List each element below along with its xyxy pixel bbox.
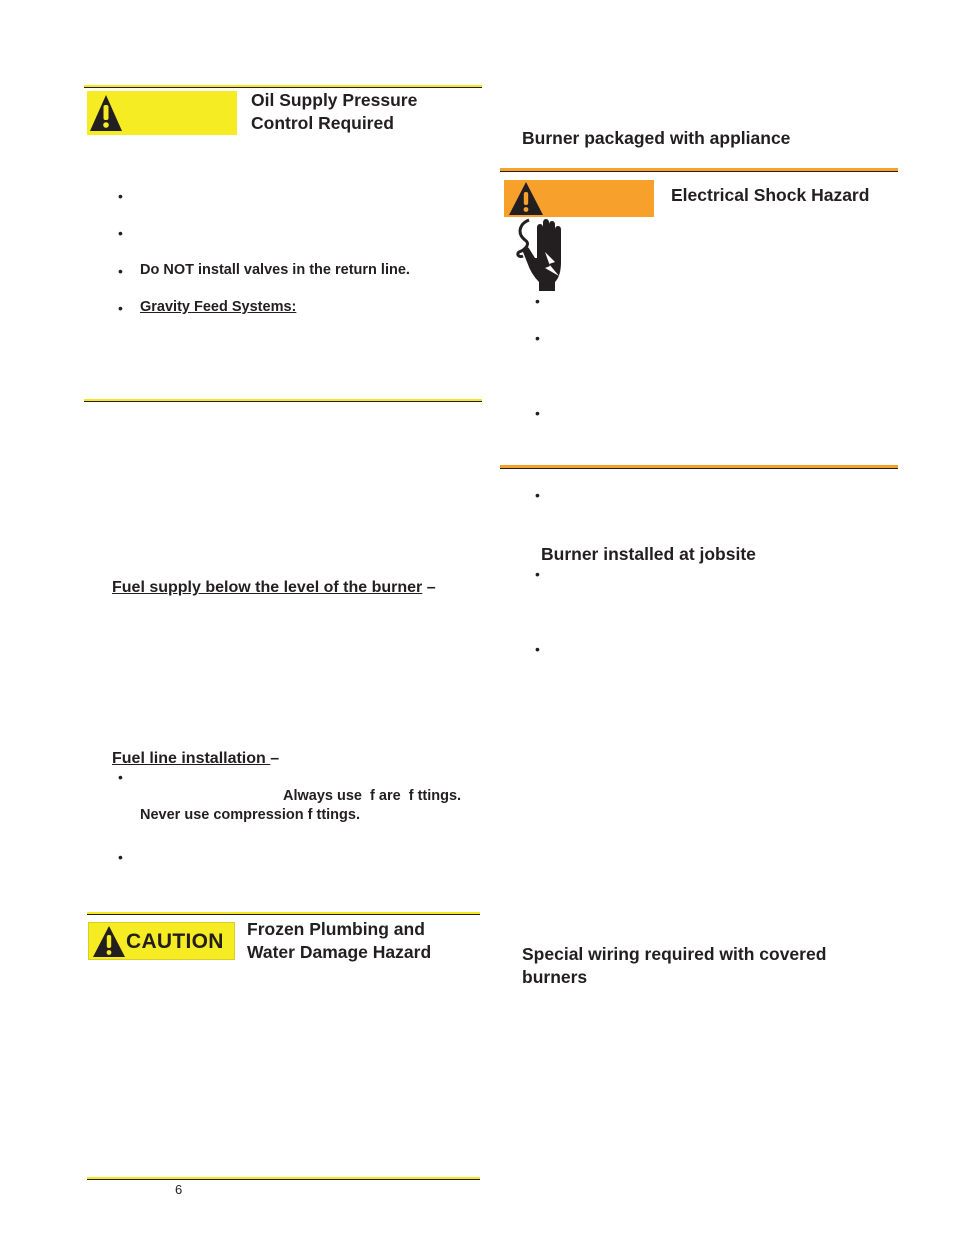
bullet-marker: • <box>535 330 540 346</box>
warning-triangle-icon <box>88 93 124 133</box>
fuel-below-heading <box>112 578 436 598</box>
fuel-line-flare-text: Always use f are f ttings. <box>283 788 462 804</box>
rule-top-left <box>84 85 482 88</box>
burner-jobsite-heading: Burner installed at jobsite <box>541 544 756 564</box>
rule-section-right <box>500 465 898 469</box>
rule-section-left <box>84 399 482 402</box>
rule-footer <box>87 1177 480 1180</box>
page-number: 6 <box>175 1182 183 1197</box>
fuel-line-dash: – <box>270 750 280 767</box>
warning-triangle-icon <box>91 924 127 958</box>
electric-shock-hand-icon <box>515 218 575 294</box>
fuel-line-compression-text: Never use compression f ttings. <box>140 807 360 823</box>
bullet-marker: • <box>118 300 123 316</box>
bullet-marker: • <box>535 566 540 582</box>
bullet-marker: • <box>535 405 540 421</box>
caution-label-box <box>88 922 235 960</box>
bullet-marker: • <box>535 487 540 503</box>
warning-triangle-icon <box>507 180 545 216</box>
fuel-below-heading-text: Fuel supply below the level of the burner <box>112 579 423 596</box>
warning-title-oil-line2: Control Required <box>251 113 394 133</box>
warning-label-box <box>87 91 237 135</box>
bullet-marker: • <box>118 769 123 785</box>
special-wiring-heading-line2: burners <box>522 967 588 987</box>
caution-label: CAUTION <box>126 930 224 953</box>
bullet-marker: • <box>118 263 123 279</box>
caution-title-line2: Water Damage Hazard <box>247 942 432 962</box>
bullet-marker: • <box>118 225 123 241</box>
rule-top-right <box>500 168 898 172</box>
bullet-marker: • <box>118 849 123 865</box>
bullet-marker: • <box>535 293 540 309</box>
special-wiring-heading-line1: Special wiring required with covered <box>522 944 827 964</box>
fuel-line-heading-text: Fuel line installation <box>112 750 271 767</box>
bullet-no-valves: Do NOT install valves in the return line. <box>140 262 410 278</box>
bullet-gravity-feed: Gravity Feed Systems: <box>140 299 297 315</box>
burner-packaged-heading: Burner packaged with appliance <box>522 128 791 148</box>
fuel-line-heading <box>112 749 279 769</box>
fuel-below-dash: – <box>426 579 436 596</box>
caution-title-line1: Frozen Plumbing and <box>247 919 425 939</box>
bullet-marker: • <box>535 641 540 657</box>
shock-warning-title: Electrical Shock Hazard <box>671 185 870 205</box>
shock-warning-label-box <box>504 180 654 217</box>
bullet-marker: • <box>118 188 123 204</box>
warning-title-oil-line1: Oil Supply Pressure <box>251 90 418 110</box>
rule-caution <box>87 912 480 915</box>
